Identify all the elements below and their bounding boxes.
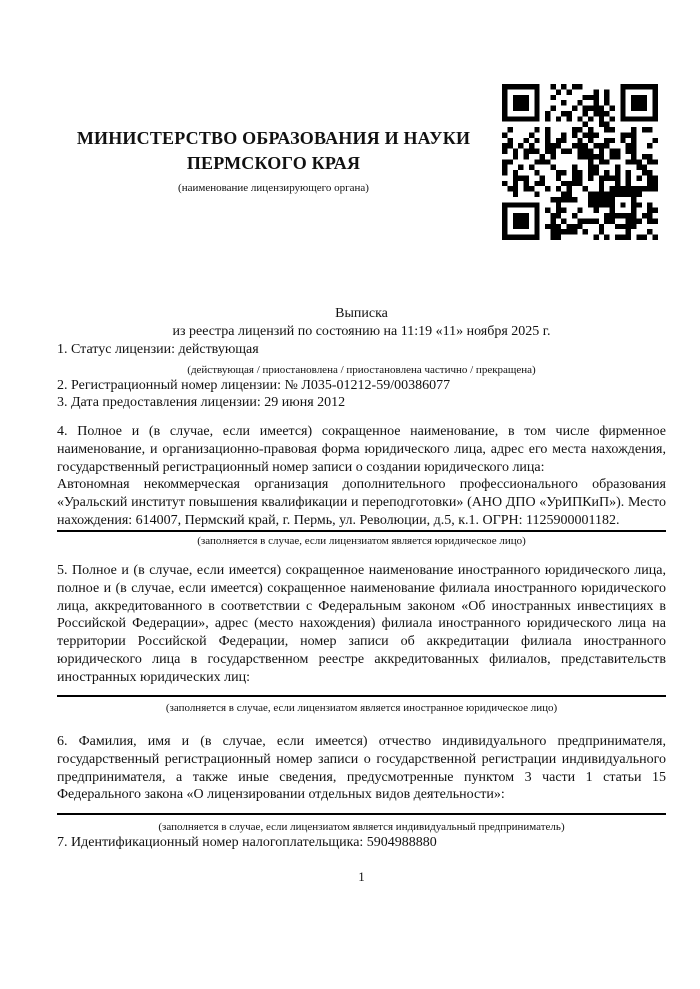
individual-entrepreneur-fill-line <box>57 813 666 815</box>
registration-number-line: 2. Регистрационный номер лицензии: № Л035-01212-59/00386077 <box>57 377 451 393</box>
foreign-entity-caption: (заполняется в случае, если лицензиатом является иностранное юридическое лицо) <box>165 702 558 715</box>
licensing-authority-caption: (наименование лицензирующего органа) <box>178 182 369 194</box>
license-status-line: 1. Статус лицензии: действующая <box>57 342 259 357</box>
foreign-entity-fill-line <box>57 695 666 697</box>
legal-entity-caption: (заполняется в случае, если лицензиатом является юридическое лицо) <box>197 535 526 548</box>
legal-entity-value: Автономная некоммерческая организация дополнительного профессионального образования «Уральский институт повышения квалификации и переподготовки» (АНО ДПО «УрИПКиП»). Место нахождения: 614007, Пермский край, г. Пермь, ул. Революции, д.5, к.1. ОГРН: 1125900001182. <box>57 476 666 532</box>
legal-entity-section <box>57 423 666 548</box>
license-status-caption: (действующая / приостановлена / приостановлена частично / прекращена) <box>187 363 536 376</box>
qr-code <box>502 84 658 240</box>
licensing-authority-name <box>57 126 490 176</box>
individual-entrepreneur-caption: (заполняется в случае, если лицензиатом является индивидуальный предприниматель) <box>158 821 565 834</box>
individual-entrepreneur-section <box>57 733 666 834</box>
taxpayer-number-line: 7. Идентификационный номер налогоплательщика: 5904988880 <box>57 835 437 851</box>
document-title-line2: из реестра лицензий по состоянию на 11:19 «11» ноября 2025 г. <box>172 324 551 339</box>
ministry-name-line1: МИНИСТЕРСТВО ОБРАЗОВАНИЯ И НАУКИ <box>76 128 471 148</box>
license-grant-date-line: 3. Дата предоставления лицензии: 29 июня 2012 <box>57 395 346 411</box>
ministry-name-line2: ПЕРМСКОГО КРАЯ <box>186 153 361 173</box>
foreign-entity-section <box>57 562 666 715</box>
foreign-entity-label: 5. Полное и (в случае, если имеется) сокращенное наименование иностранного юридического лица, полное и (в случае, если имеется) сокращенное наименование филиала иностранного юридического лица, аккредитованного в соответствии с Федеральным законом «Об иностранных инвестициях в Российской Федерации», адрес (место нахождения) филиала иностранного юридического лица на территории Российской Федерации, номер записи об аккредитации филиала иностранного юридического лица в государственном реестре аккредитованных филиалов, представительств иностранных юридических лиц: <box>57 563 666 685</box>
individual-entrepreneur-label: 6. Фамилия, имя и (в случае, если имеется) отчество индивидуального предпринимателя, государственный регистрационный номер записи о государственной регистрации индивидуального предпринимателя, а также иные сведения, предусмотренные пунктом 3 части 1 статьи 15 Федерального закона «О лицензировании отдельных видов деятельности»: <box>57 734 666 803</box>
legal-entity-label: 4. Полное и (в случае, если имеется) сокращенное наименование, в том числе фирменное наименование, и организационно-правовая форма юридического лица, адрес его места нахождения, государственный регистрационный номер записи о создании юридического лица: <box>57 424 666 475</box>
document-title-line1: Выписка <box>335 306 388 321</box>
document-title <box>57 305 666 341</box>
page-number: 1 <box>358 868 365 884</box>
